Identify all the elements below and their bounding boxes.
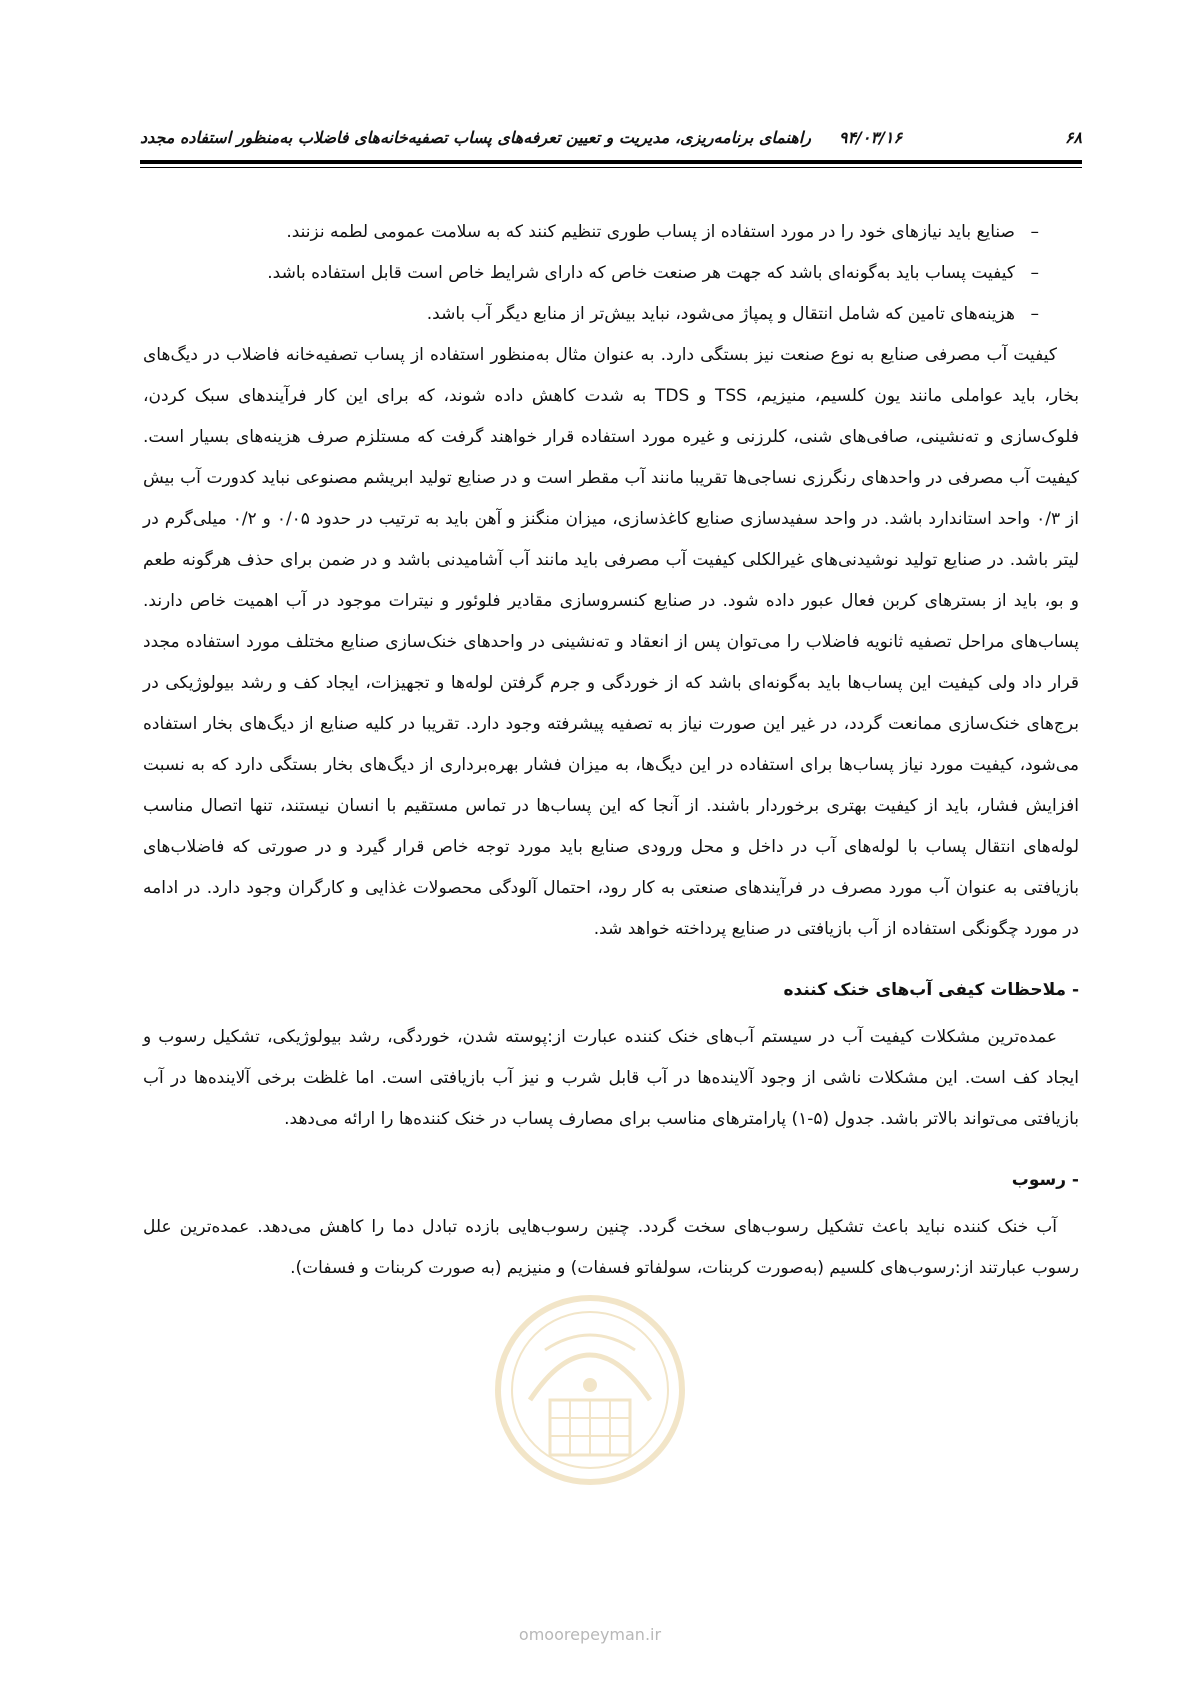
watermark-site: omoorepeyman.ir	[518, 1625, 662, 1644]
paragraph-industrial-water-quality: کیفیت آب مصرفی صنایع به نوع صنعت نیز بستگی دارد. به عنوان مثال به‌منظور استفاده از پساب تصفیه‌خانه فاضلاب در دیگ‌های بخار، باید عواملی مانند یون کلسیم، منیزیم، TSS و TDS به شدت کاهش داده شوند، که برای این کار فرآیندهای سبک کردن، فلوک‌سازی و ته‌نشینی، صافی‌های شنی، کلرزنی و غیره مورد استفاده قرار خواهند گرفت که مستلزم صرف هزینه‌های بسیار است. کیفیت آب مصرفی در واحدهای رنگرزی نساجی‌ها تقریبا مانند آب مقطر است و در صنایع تولید ابریشم مصنوعی نباید کدورت آب بیش از ۰/۳ واحد استاندارد باشد. در واحد سفیدسازی صنایع کاغذسازی، میزان منگنز و آهن باید به ترتیب در حدود ۰/۰۵ و ۰/۲ میلی‌گرم در لیتر باشد. در صنایع تولید نوشیدنی‌های غیرالکلی کیفیت آب مصرفی باید مانند آب آشامیدنی باشد و در ضمن برای حذف هرگونه طعم و بو، باید از بسترهای کربن فعال عبور داده شود. در صنایع کنسروسازی مقادیر فلوئور و نیترات موجود در آب اهمیت خاص دارند. پساب‌های مراحل تصفیه ثانویه فاضلاب را می‌توان پس از انعقاد و ته‌نشینی در واحدهای خنک‌سازی صنایع مختلف مورد استفاده مجدد قرار داد ولی کیفیت این پساب‌ها باید به‌گونه‌ای باشد که از خوردگی و جرم گرفتن لوله‌ها و تجهیزات، ایجاد کف و رشد بیولوژیکی در برج‌های خنک‌سازی ممانعت گردد، در غیر این صورت نیاز به تصفیه پیشرفته وجود دارد. تقریبا در کلیه صنایع از دیگ‌های بخار استفاده می‌شود، کیفیت مورد نیاز پساب‌ها برای استفاده در این دیگ‌ها، به میزان فشار بهره‌برداری از دیگ‌های بخار بستگی دارد که به نسبت افزایش فشار، باید از کیفیت بهتری برخوردار باشند. از آنجا که این پساب‌ها در تماس مستقیم با انسان نیستند، تنها اتصال مناسب لوله‌های انتقال پساب با لوله‌های آب در داخل و محل ورودی صنایع باید مورد توجه خاص قرار گیرد و در صورتی که فاضلاب‌های بازیافتی به عنوان آب مورد مصرف در فرآیندهای صنعتی به کار رود، احتمال آلودگی محصولات غذایی و کارگران وجود دارد. در ادامه در مورد چگونگی استفاده از آب بازیافتی در صنایع پرداخته خواهد شد.	[143, 345, 1079, 939]
spacer	[143, 1140, 1079, 1150]
header-rule-thick	[140, 160, 1082, 164]
running-title	[140, 128, 902, 147]
paragraph-scale: آب خنک کننده نباید باعث تشکیل رسوب‌های سخت گردد. چنین رسوب‌هایی بازده تبادل دما را کاهش می‌دهد. عمده‌ترین علل رسوب عبارتند از:رسوب‌های کلسیم (به‌صورت کربنات، سولفاتو فسفات) و منیزیم (به صورت کربنات و فسفات).	[143, 1217, 1079, 1278]
bullet-dash: –	[1030, 304, 1039, 324]
paragraph-cooling-water: عمده‌ترین مشکلات کیفیت آب در سیستم آب‌های خنک کننده عبارت از:پوسته شدن، خوردگی، رشد بیولوژیکی، تشکیل رسوب و ایجاد کف است. این مشکلات ناشی از وجود آلاینده‌ها در آب قابل شرب و نیز آب بازیافتی است. اما غلظت برخی آلاینده‌ها در آب بازیافتی می‌تواند بالاتر باشد. جدول (۵-۱) پارامترهای مناسب برای مصارف پساب در خنک کننده‌ها را ارائه می‌دهد.	[143, 1027, 1079, 1129]
page-number: ۶۸	[1064, 127, 1082, 147]
watermark-seal-icon	[490, 1290, 690, 1490]
document-code: ۹۴/۰۳/۱۶	[838, 127, 903, 147]
bullet-text: هزینه‌های تامین که شامل انتقال و پمپاژ می‌شود، نباید بیش‌تر از منابع دیگر آب باشد.	[426, 304, 1015, 324]
bullet-text: صنایع باید نیازهای خود را در مورد استفاده از پساب طوری تنظیم کنند که به سلامت عمومی لطمه نزنند.	[286, 222, 1015, 242]
bullet-text: کیفیت پساب باید به‌گونه‌ای باشد که جهت هر صنعت خاص که دارای شرایط خاص است قابل استفاده باشد.	[267, 263, 1015, 283]
header-rule-thin	[140, 167, 1082, 168]
bullet-list	[143, 212, 1079, 335]
section-heading-scale: - رسوب	[1011, 1170, 1079, 1190]
page-header	[140, 122, 1082, 152]
bullet-dash: –	[1030, 263, 1039, 283]
spacer	[143, 950, 1079, 960]
body-text	[143, 212, 1079, 1289]
bullet-item	[143, 212, 1079, 253]
document-title: راهنمای برنامه‌ریزی، مدیریت و تعیین تعرفه‌های پساب تصفیه‌خانه‌های فاضلاب به‌منظور استفاده مجدد	[140, 127, 811, 147]
bullet-item	[143, 253, 1079, 294]
section-heading-cooling-water: - ملاحظات کیفی آب‌های خنک کننده	[783, 980, 1079, 1000]
bullet-dash: –	[1030, 222, 1039, 242]
bullet-item	[143, 294, 1079, 335]
